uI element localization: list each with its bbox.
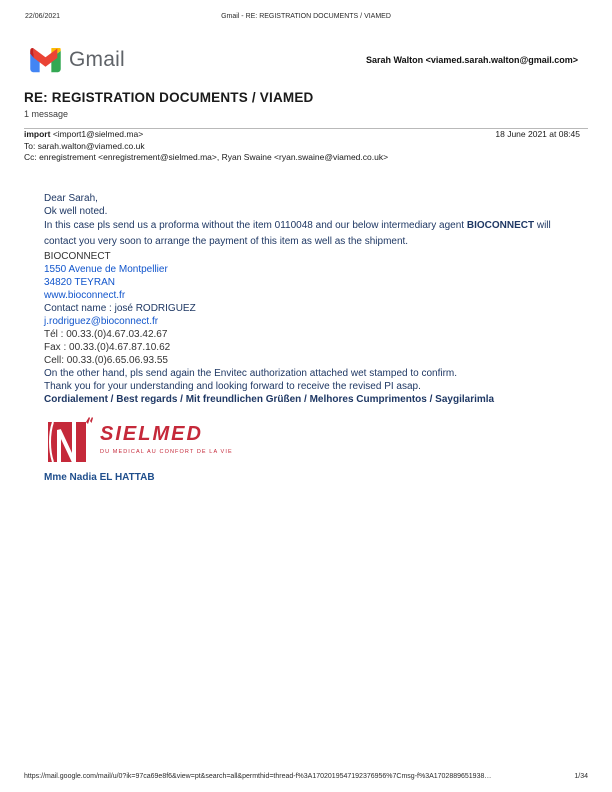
sielmed-tagline: DU MEDICAL AU CONFORT DE LA VIE bbox=[100, 449, 233, 455]
proforma-paragraph bbox=[44, 218, 566, 250]
regards-line: Cordialement / Best regards / Mit freundlichen Grüßen / Melhores Cumprimentos / Saygilarimla bbox=[44, 394, 495, 405]
message-count: 1 message bbox=[24, 109, 69, 119]
company-name: BIOCONNECT bbox=[44, 251, 111, 262]
sielmed-name: SIELMED bbox=[100, 423, 203, 445]
print-date: 22/06/2021 bbox=[25, 13, 61, 20]
from-name: import bbox=[24, 129, 51, 139]
email-subject: RE: REGISTRATION DOCUMENTS / VIAMED bbox=[24, 90, 314, 105]
cell-line: Cell: 00.33.(0)6.65.06.93.55 bbox=[44, 355, 168, 366]
message-date: 18 June 2021 at 08:45 bbox=[495, 129, 580, 139]
print-footer bbox=[24, 773, 588, 780]
message-meta bbox=[24, 129, 580, 164]
sielmed-text bbox=[100, 416, 233, 459]
gmail-wordmark: Gmail bbox=[69, 48, 125, 71]
email-body bbox=[44, 192, 566, 484]
address-link-line2[interactable]: 34820 TEYRAN bbox=[44, 277, 115, 288]
proforma-bold-bioconnect: BIOCONNECT bbox=[466, 220, 535, 231]
greeting: Dear Sarah, bbox=[44, 193, 98, 204]
gmail-m-icon bbox=[30, 48, 61, 73]
thanks-paragraph: Thank you for your understanding and looking forward to receive the revised PI asap. bbox=[44, 381, 421, 392]
meta-left bbox=[24, 129, 388, 164]
from-email: <import1@sielmed.ma> bbox=[50, 129, 144, 139]
contact-name-line: Contact name : josé RODRIGUEZ bbox=[44, 303, 196, 314]
tel-line: Tél : 00.33.(0)4.67.03.42.67 bbox=[44, 329, 168, 340]
gmail-logo bbox=[30, 48, 125, 73]
gmail-header bbox=[30, 44, 578, 76]
print-header bbox=[0, 13, 612, 25]
signature-name: Mme Nadia EL HATTAB bbox=[44, 472, 155, 483]
cc-line: Cc: enregistrement <enregistrement@sielmed.ma>, Ryan Swaine <ryan.swaine@viamed.co.uk> bbox=[24, 152, 389, 162]
website-link[interactable]: www.bioconnect.fr bbox=[44, 290, 126, 301]
print-title: Gmail - RE: REGISTRATION DOCUMENTS / VIAMED bbox=[221, 13, 391, 20]
sielmed-logo bbox=[47, 416, 566, 471]
footer-url: https://mail.google.com/mail/u/0?ik=97ca69e8f6&view=pt&search=all&permthid=thread-f%3A1702019547192376956%7Cmsg-f%3A1702889651938… bbox=[24, 773, 492, 780]
envitec-paragraph: On the other hand, pls send again the Envitec authorization attached wet stamped to confirm. bbox=[44, 368, 458, 379]
account-owner: Sarah Walton <viamed.sarah.walton@gmail.com> bbox=[365, 55, 578, 65]
from-line bbox=[24, 129, 388, 141]
address-link-line1[interactable]: 1550 Avenue de Montpellier bbox=[44, 264, 168, 275]
subject-block bbox=[24, 90, 588, 129]
proforma-text-before: In this case pls send us a proforma without the item 0110048 and our below intermediary agent bbox=[44, 220, 467, 231]
sielmed-mark-icon bbox=[47, 416, 93, 466]
fax-line: Fax : 00.33.(0)4.67.87.10.62 bbox=[44, 342, 171, 353]
contact-email-link[interactable]: j.rodriguez@bioconnect.fr bbox=[44, 316, 159, 327]
footer-page-indicator: 1/34 bbox=[574, 773, 588, 780]
to-line: To: sarah.walton@viamed.co.uk bbox=[24, 140, 145, 151]
noted-line: Ok well noted. bbox=[44, 206, 108, 217]
proforma-text-after: will contact you very soon to arrange the payment of this item as well as the shipment. bbox=[44, 220, 551, 247]
